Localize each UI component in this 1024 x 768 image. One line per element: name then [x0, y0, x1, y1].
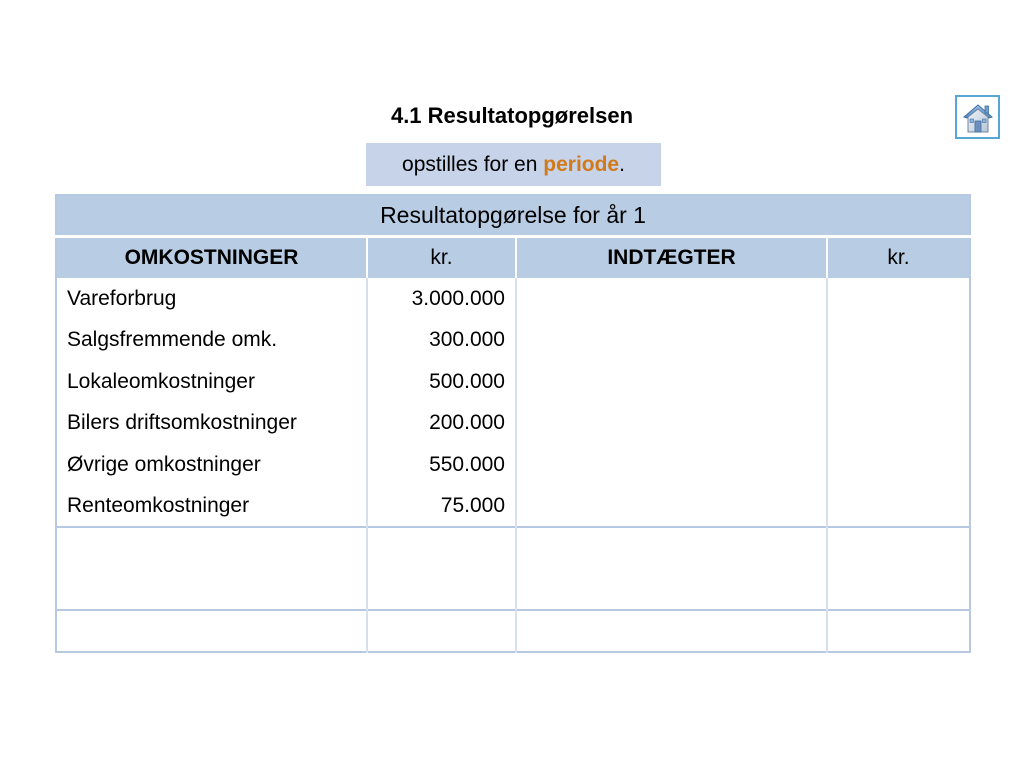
table-row — [56, 278, 970, 320]
expense-amount — [367, 610, 516, 652]
table-row — [56, 444, 970, 486]
table-row — [56, 320, 970, 362]
table-row — [56, 403, 970, 445]
table-caption: Resultatopgørelse for år 1 — [56, 195, 970, 237]
subtitle-highlight: periode — [543, 153, 620, 176]
expense-label: Øvrige omkostninger — [56, 444, 367, 486]
expense-amount: 550.000 — [367, 444, 516, 486]
table-header-row — [56, 237, 970, 279]
table-row — [56, 486, 970, 528]
table-row — [56, 361, 970, 403]
table-row — [56, 569, 970, 611]
header-income: INDTÆGTER — [516, 237, 827, 279]
subtitle-box — [366, 143, 661, 186]
income-amount — [827, 527, 970, 569]
expense-label — [56, 610, 367, 652]
income-amount — [827, 361, 970, 403]
income-label — [516, 320, 827, 362]
subtitle-suffix: . — [619, 153, 625, 176]
header-expenses-amount: kr. — [367, 237, 516, 279]
income-amount — [827, 444, 970, 486]
table-row — [56, 527, 970, 569]
table-row — [56, 610, 970, 652]
expense-amount: 3.000.000 — [367, 278, 516, 320]
expense-label — [56, 527, 367, 569]
income-amount — [827, 320, 970, 362]
income-statement-table — [55, 194, 971, 653]
expense-amount — [367, 527, 516, 569]
income-label — [516, 486, 827, 528]
income-label — [516, 444, 827, 486]
expense-label: Renteomkostninger — [56, 486, 367, 528]
expense-label: Vareforbrug — [56, 278, 367, 320]
page-title: 4.1 Resultatopgørelsen — [390, 103, 634, 128]
income-amount — [827, 569, 970, 611]
income-amount — [827, 610, 970, 652]
income-label — [516, 403, 827, 445]
expense-amount: 75.000 — [367, 486, 516, 528]
income-label — [516, 569, 827, 611]
income-label — [516, 361, 827, 403]
expense-amount: 500.000 — [367, 361, 516, 403]
income-label — [516, 527, 827, 569]
home-icon — [960, 100, 996, 136]
header-income-amount: kr. — [827, 237, 970, 279]
income-label — [516, 278, 827, 320]
income-label — [516, 610, 827, 652]
expense-label — [56, 569, 367, 611]
income-amount — [827, 403, 970, 445]
expense-label: Lokaleomkostninger — [56, 361, 367, 403]
expense-amount: 200.000 — [367, 403, 516, 445]
income-amount — [827, 278, 970, 320]
header-expenses: OMKOSTNINGER — [56, 237, 367, 279]
expense-label: Salgsfremmende omk. — [56, 320, 367, 362]
subtitle-text: opstilles for en — [402, 153, 544, 176]
home-button[interactable] — [955, 95, 1000, 139]
table-caption-row — [56, 195, 970, 237]
expense-amount — [367, 569, 516, 611]
expense-amount: 300.000 — [367, 320, 516, 362]
expense-label: Bilers driftsomkostninger — [56, 403, 367, 445]
income-amount — [827, 486, 970, 528]
